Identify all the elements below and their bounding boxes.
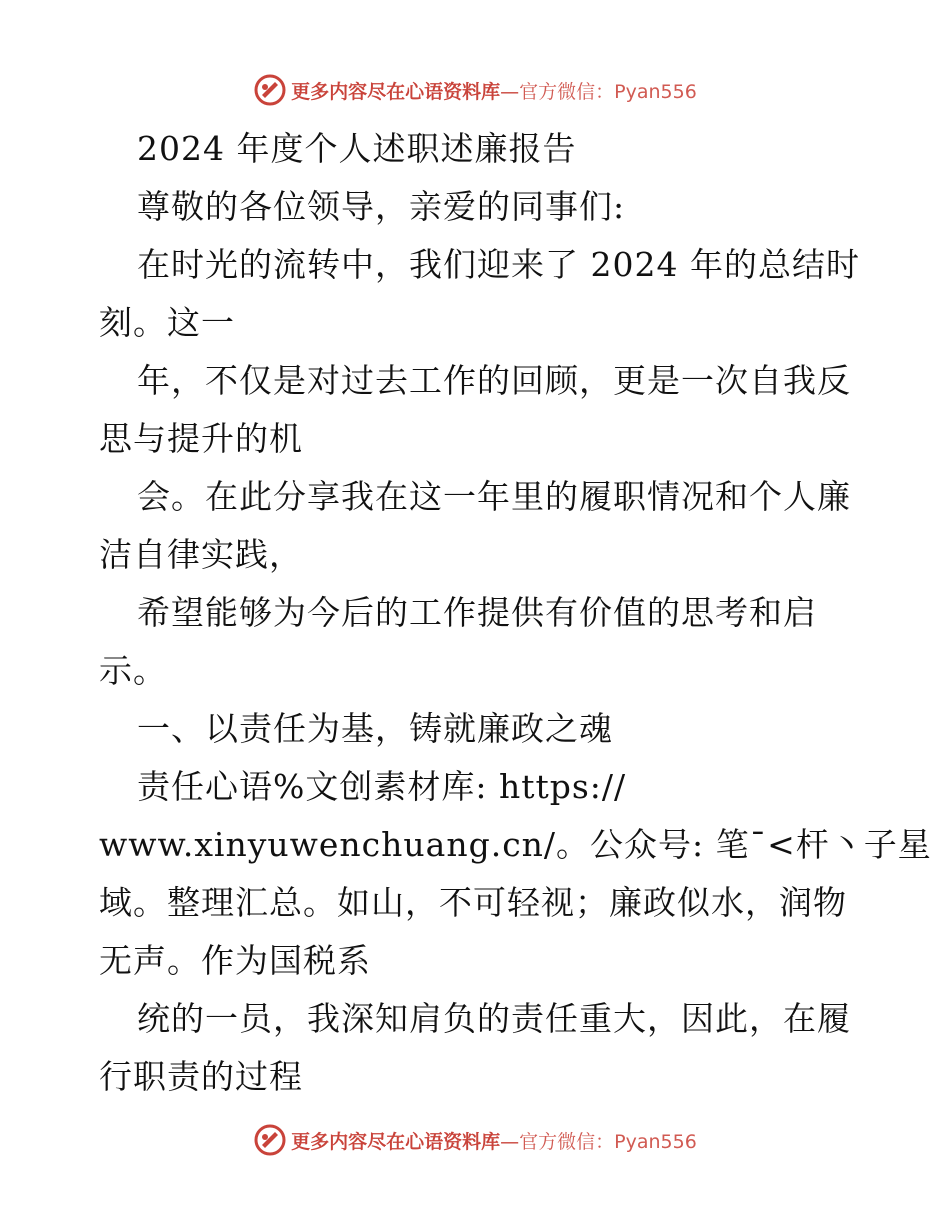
header-banner: [0, 70, 950, 110]
header-banner-main: 更多内容尽在心语资料库: [291, 80, 501, 103]
doc-line: 示。: [99, 651, 167, 690]
doc-line: 行职责的过程: [99, 1057, 303, 1096]
doc-line: 在时光的流转中，我们迎来了 2024 年的总结时: [137, 245, 860, 284]
footer-banner-main: 更多内容尽在心语资料库: [291, 1130, 501, 1153]
doc-salutation: 尊敬的各位领导，亲爱的同事们:: [137, 187, 626, 226]
doc-line: www.xinyuwenchuang.cn/。公众号: 笔¯<杆丶子星: [99, 825, 932, 864]
doc-line: 会。在此分享我在这一年里的履职情况和个人廉: [137, 477, 851, 516]
footer-banner: [0, 1120, 950, 1160]
doc-line: 刻。这一: [99, 303, 235, 342]
header-banner-tail: 官方微信：Pyan556: [519, 80, 697, 103]
header-banner-text: [291, 77, 697, 104]
section-heading: 一、以责任为基，铸就廉政之魂: [137, 709, 613, 748]
doc-line: 希望能够为今后的工作提供有价值的思考和启: [137, 593, 817, 632]
doc-line: 统的一员，我深知肩负的责任重大，因此，在履: [137, 999, 851, 1038]
header-banner-dash: —: [500, 80, 520, 103]
brand-logo-icon: [253, 1123, 287, 1157]
doc-line: 年，不仅是对过去工作的回顾，更是一次自我反: [137, 361, 851, 400]
footer-banner-tail: 官方微信：Pyan556: [519, 1130, 697, 1153]
brand-logo-icon: [253, 73, 287, 107]
doc-line: 洁自律实践，: [99, 535, 303, 574]
document-body: [99, 120, 932, 1106]
doc-line: 无声。作为国税系: [99, 941, 371, 980]
footer-banner-text: [291, 1127, 697, 1154]
footer-banner-dash: —: [500, 1130, 520, 1153]
doc-line: 思与提升的机: [99, 419, 303, 458]
doc-title: 2024 年度个人述职述廉报告: [137, 129, 577, 168]
doc-line: 责任心语%文创素材库: https://: [137, 767, 627, 806]
doc-line: 域。整理汇总。如山，不可轻视；廉政似水，润物: [99, 883, 847, 922]
